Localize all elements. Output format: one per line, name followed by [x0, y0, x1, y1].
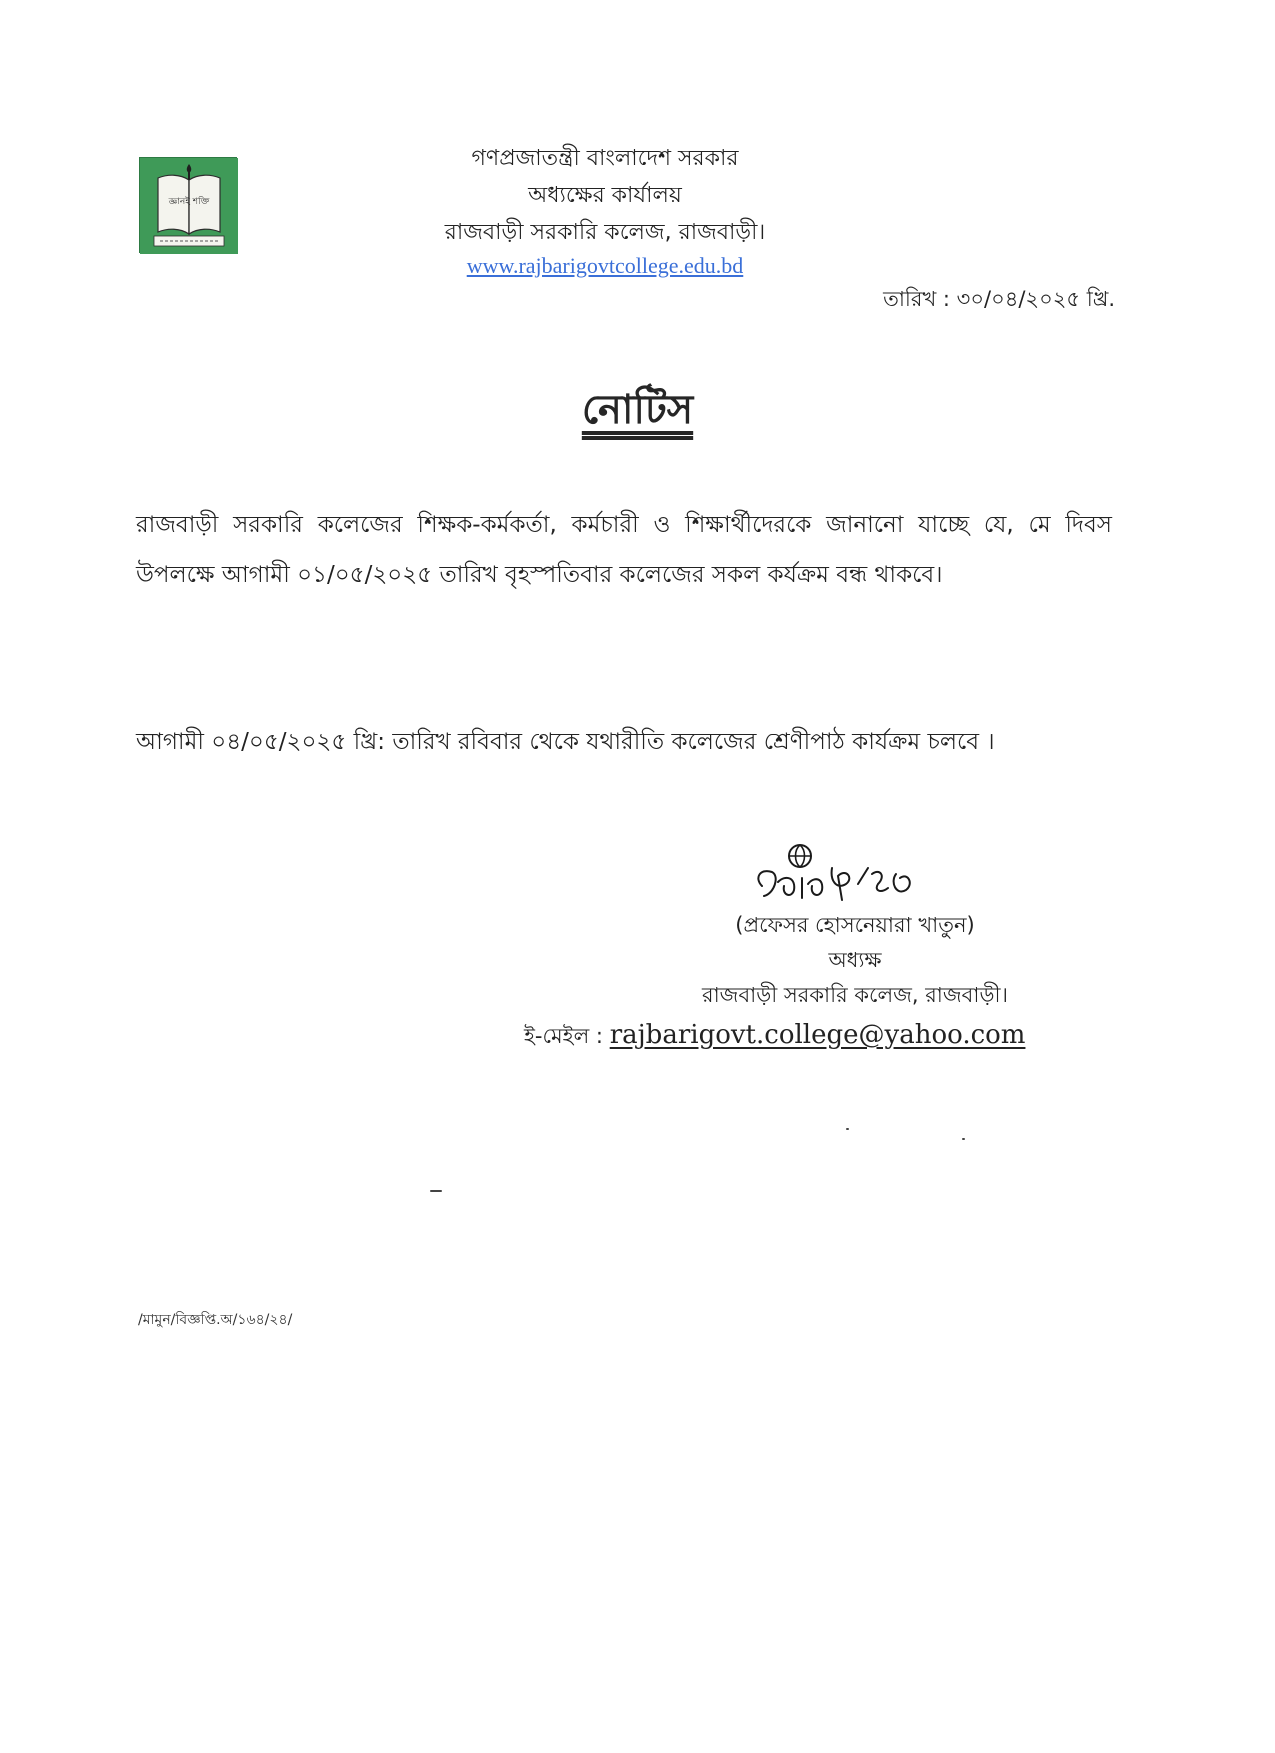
- letterhead: [380, 140, 830, 281]
- notice-date: তারিখ : ৩০/০৪/২০২৫ খ্রি.: [883, 287, 1115, 311]
- email-label: ই-মেইল :: [524, 1024, 610, 1048]
- email-link[interactable]: rajbarigovt.college@yahoo.com: [609, 1020, 1026, 1050]
- college-name: রাজবাড়ী সরকারি কলেজ, রাজবাড়ী।: [444, 220, 766, 245]
- notice-paragraph-2: আগামী ০৪/০৫/২০২৫ খ্রি: তারিখ রবিবার থেকে যথারীতি কলেজের শ্রেণীপাঠ কার্যক্রম চলবে ।: [136, 729, 995, 755]
- scan-speck: [962, 1138, 965, 1140]
- government-name: গণপ্রজাতন্ত্রী বাংলাদেশ সরকার: [471, 146, 739, 171]
- scan-speck: [846, 1128, 849, 1130]
- scan-speck: [430, 1190, 442, 1192]
- signatory-name: (প্রফেসর হোসনেয়ারা খাতুন): [735, 913, 975, 937]
- signatory-institution: রাজবাড়ী সরকারি কলেজ, রাজবাড়ী।: [702, 983, 1008, 1007]
- memo-reference: /মামুন/বিজ্ঞপ্তি.অ/১৬৪/২৪/: [138, 1312, 293, 1328]
- notice-title: নোটিস: [581, 387, 694, 433]
- signatory-designation: অধ্যক্ষ: [828, 948, 882, 972]
- email-row: [524, 1015, 1025, 1056]
- college-logo: [139, 157, 237, 253]
- office-name: অধ্যক্ষের কার্যালয়: [528, 183, 682, 208]
- website-link[interactable]: www.rajbarigovtcollege.edu.bd: [466, 253, 744, 278]
- handwritten-signature: [750, 838, 970, 918]
- signature-block: [590, 908, 1120, 1013]
- notice-title-wrap: [0, 385, 1275, 435]
- logo-motto: জ্ঞানই শক্তি: [168, 197, 210, 207]
- notice-paragraph-1: রাজবাড়ী সরকারি কলেজের শিক্ষক-কর্মকর্তা, কর্মচারী ও শিক্ষার্থীদেরকে জানানো যাচ্ছে যে, মে দিবস উপলক্ষে আগামী ০১/০৫/২০২৫ তারিখ বৃহস্পতিবার কলেজের সকল কর্যক্রম বন্ধ থাকবে।: [136, 512, 1112, 588]
